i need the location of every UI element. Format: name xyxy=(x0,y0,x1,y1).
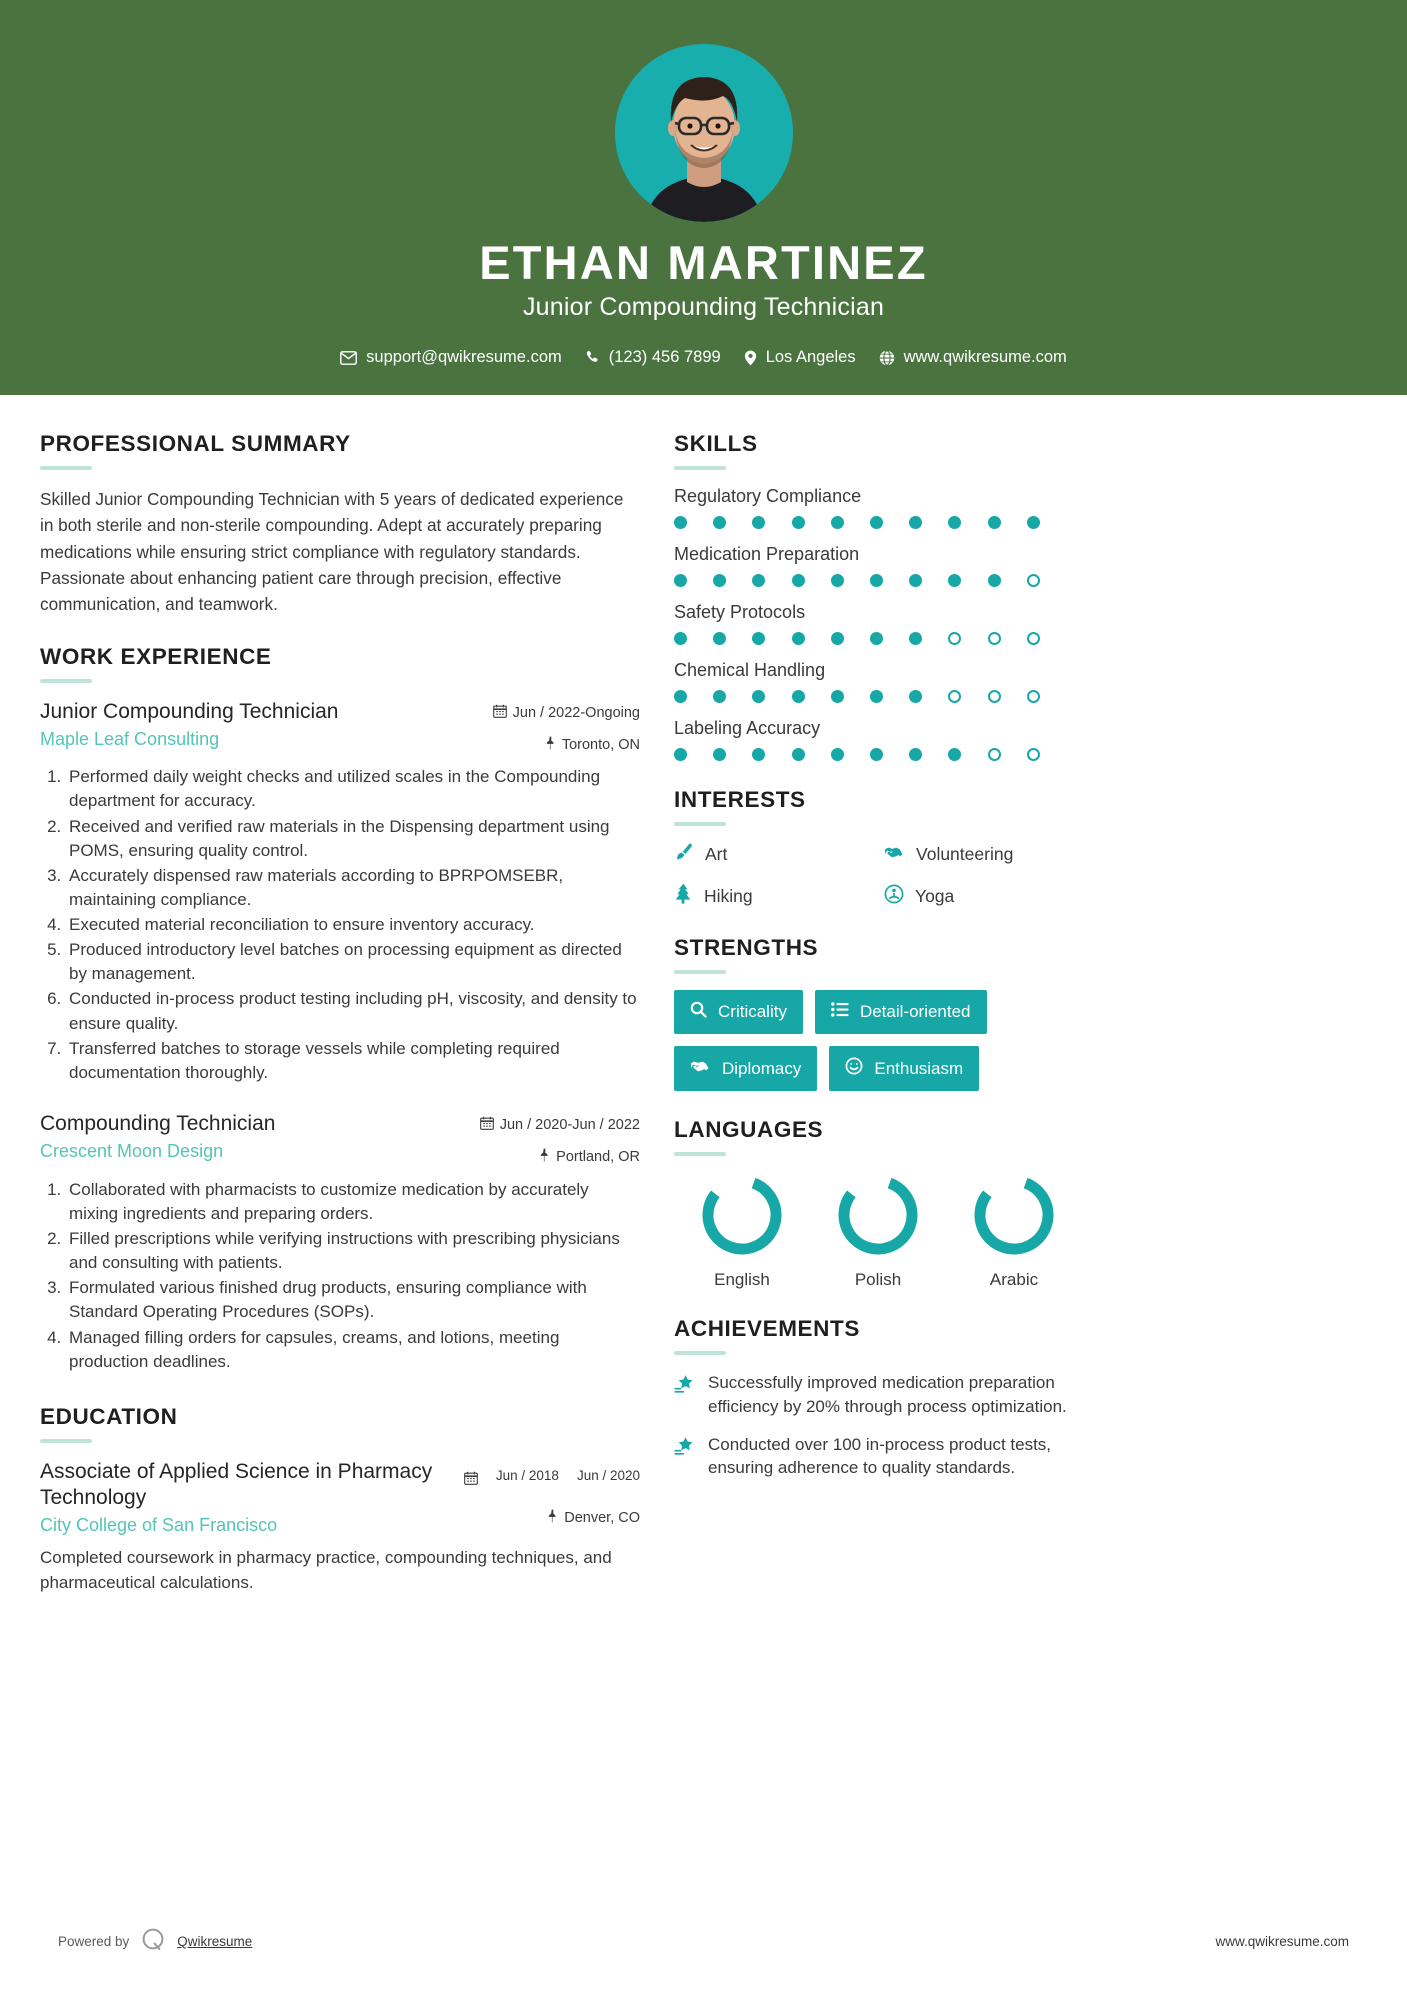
skill-dot-filled xyxy=(674,632,687,645)
skill-dot-empty xyxy=(988,632,1001,645)
section-skills xyxy=(674,431,1084,761)
work-location-text: Portland, OR xyxy=(556,1149,640,1166)
section-strengths xyxy=(674,935,1084,1091)
map-marker-icon xyxy=(539,1148,550,1167)
skill-dot-filled xyxy=(1027,516,1040,529)
languages-row xyxy=(674,1172,1084,1290)
work-bullet: 3. Formulated various finished drug products, ensuring compliance with Standard Operating Procedures (SOPs). xyxy=(66,1276,640,1324)
right-column xyxy=(674,431,1084,1596)
skill-dot-empty xyxy=(988,690,1001,703)
contact-location xyxy=(744,348,856,367)
skill-rating xyxy=(674,574,1084,587)
contact-email-text: support@qwikresume.com xyxy=(366,348,562,367)
page-footer xyxy=(0,1927,1407,1956)
skill-dot-filled xyxy=(752,516,765,529)
skill-dot-filled xyxy=(909,574,922,587)
skill-dot-empty xyxy=(1027,690,1040,703)
language-label: Polish xyxy=(854,1270,902,1289)
section-heading-interests: INTERESTS xyxy=(674,787,806,812)
contact-website-text: www.qwikresume.com xyxy=(903,348,1067,367)
phone-icon xyxy=(585,350,600,365)
work-bullet: 7. Transferred batches to storage vessels while completing required documentation thoroughly. xyxy=(66,1037,640,1085)
skill-dot-filled xyxy=(948,516,961,529)
map-marker-icon xyxy=(545,736,556,755)
interest-item xyxy=(884,842,1084,867)
education-location-text: Denver, CO xyxy=(564,1509,640,1526)
education-date-end-text: Jun / 2020 xyxy=(576,1467,640,1483)
skill-dot-empty xyxy=(1027,632,1040,645)
job-title: Junior Compounding Technician xyxy=(522,293,885,322)
skill-dot-filled xyxy=(792,690,805,703)
education-date-end xyxy=(577,1468,640,1485)
work-location xyxy=(493,736,640,755)
skill-label: Safety Protocols xyxy=(674,602,806,622)
work-role: Junior Compounding Technician xyxy=(40,699,339,723)
skill-dot-filled xyxy=(792,632,805,645)
language-item xyxy=(810,1172,946,1290)
smiley-icon xyxy=(845,1057,863,1080)
skill-dot-filled xyxy=(713,690,726,703)
skill-dot-filled xyxy=(752,632,765,645)
section-achievements xyxy=(674,1316,1084,1480)
achievement-item xyxy=(674,1371,1084,1419)
language-label: Arabic xyxy=(989,1270,1039,1289)
page-title: ETHAN MARTINEZ xyxy=(479,236,928,289)
skill-dot-filled xyxy=(909,748,922,761)
strengths-grid xyxy=(674,990,1084,1091)
work-bullet: 2. Received and verified raw materials in the Dispensing department using POMS, ensuring quality control. xyxy=(66,815,640,863)
section-heading-education: EDUCATION xyxy=(40,1403,178,1429)
work-entry xyxy=(40,699,640,1085)
skill-dot-filled xyxy=(909,632,922,645)
calendar-icon xyxy=(480,1116,494,1135)
skill-dot-filled xyxy=(713,574,726,587)
work-bullets xyxy=(40,1178,640,1374)
work-date-text: Jun / 2022-Ongoing xyxy=(512,704,640,721)
skill-dot-filled xyxy=(948,748,961,761)
skill-dot-empty xyxy=(1027,574,1040,587)
section-heading-languages: LANGUAGES xyxy=(674,1117,824,1142)
strength-chip-diplomacy xyxy=(674,1046,817,1091)
skill-dot-filled xyxy=(674,574,687,587)
strength-chip-detail-oriented xyxy=(815,990,987,1034)
work-bullet: 2. Filled prescriptions while verifying instructions with prescribing physicians and consulting with patients. xyxy=(66,1227,640,1275)
section-heading-achievements: ACHIEVEMENTS xyxy=(674,1316,860,1341)
skill-dot-filled xyxy=(752,690,765,703)
work-bullet: 1. Performed daily weight checks and utilized scales in the Compounding department for accuracy. xyxy=(66,765,640,813)
paintbrush-icon xyxy=(674,842,694,867)
language-item xyxy=(674,1172,810,1290)
work-date xyxy=(493,704,640,723)
work-location-text: Toronto, ON xyxy=(561,736,640,753)
yoga-icon xyxy=(884,884,904,909)
skills-list xyxy=(674,486,1084,761)
skill-dot-filled xyxy=(870,748,883,761)
section-rule xyxy=(40,1439,92,1443)
resume-body xyxy=(0,395,1407,1596)
skill-dot-filled xyxy=(988,574,1001,587)
skill-item xyxy=(674,544,1084,587)
skill-dot-filled xyxy=(870,690,883,703)
qwikresume-link[interactable]: Qwikresume xyxy=(177,1934,253,1949)
strength-chip-criticality xyxy=(674,990,803,1034)
calendar-icon xyxy=(493,704,507,723)
skill-dot-filled xyxy=(831,574,844,587)
achievement-item xyxy=(674,1433,1084,1481)
skill-label: Labeling Accuracy xyxy=(674,718,821,738)
contact-phone-text: (123) 456 7899 xyxy=(608,348,721,367)
interest-item xyxy=(674,883,874,909)
skill-dot-filled xyxy=(948,574,961,587)
skill-rating xyxy=(674,516,1084,529)
summary-text: Skilled Junior Compounding Technician with 5 years of dedicated experience in both sterile and non-sterile compounding. Adept at accurately preparing medications while ensuring strict compliance with regulatory standards. Passionate about enhancing patient care through precision, effective communication, and teamwork. xyxy=(40,489,624,615)
work-entry xyxy=(40,1111,640,1374)
education-description: Completed coursework in pharmacy practice, compounding techniques, and pharmaceutical calculations. xyxy=(40,1548,612,1592)
section-rule xyxy=(674,970,726,974)
skill-dot-filled xyxy=(909,690,922,703)
skill-item xyxy=(674,602,1084,645)
work-bullet: 5. Produced introductory level batches on processing equipment as directed by management. xyxy=(66,938,640,986)
contact-location-text: Los Angeles xyxy=(765,348,856,367)
language-progress-ring xyxy=(699,1172,785,1258)
skill-dot-empty xyxy=(948,690,961,703)
interest-label: Yoga xyxy=(915,885,955,906)
skill-dot-filled xyxy=(831,748,844,761)
section-heading-skills: SKILLS xyxy=(674,431,758,456)
work-location xyxy=(480,1148,640,1167)
skill-dot-filled xyxy=(674,748,687,761)
skill-rating xyxy=(674,690,1084,703)
contact-email[interactable] xyxy=(340,348,562,367)
work-date-text: Jun / 2020-Jun / 2022 xyxy=(499,1116,640,1133)
work-company: Crescent Moon Design xyxy=(40,1141,224,1162)
list-icon xyxy=(831,1002,849,1022)
education-school: City College of San Francisco xyxy=(40,1515,278,1536)
footer-url[interactable]: www.qwikresume.com xyxy=(1215,1934,1349,1949)
strength-label: Detail-oriented xyxy=(859,1002,971,1021)
skill-dot-filled xyxy=(674,690,687,703)
strength-label: Diplomacy xyxy=(722,1058,802,1078)
work-date xyxy=(480,1116,640,1135)
work-bullet: 1. Collaborated with pharmacists to customize medication by accurately mixing ingredients and preparing orders. xyxy=(66,1178,640,1226)
star-badge-icon xyxy=(674,1371,696,1399)
work-bullet: 3. Accurately dispensed raw materials according to BPRPOMSEBR, maintaining compliance. xyxy=(66,864,640,912)
skill-dot-filled xyxy=(988,516,1001,529)
language-item xyxy=(946,1172,1082,1290)
star-badge-icon xyxy=(674,1433,696,1461)
section-rule xyxy=(40,466,92,470)
skill-dot-filled xyxy=(713,516,726,529)
resume-header xyxy=(0,0,1407,395)
section-rule xyxy=(674,466,726,470)
location-pin-icon xyxy=(744,350,757,366)
work-company: Maple Leaf Consulting xyxy=(40,728,220,749)
powered-by xyxy=(58,1927,252,1956)
calendar-icon xyxy=(464,1468,478,1489)
avatar-photo xyxy=(615,44,793,222)
skill-dot-filled xyxy=(674,516,687,529)
left-column xyxy=(40,431,640,1596)
skill-rating xyxy=(674,748,1084,761)
education-date-start-text: Jun / 2018 xyxy=(495,1467,559,1483)
education-date-start xyxy=(496,1468,559,1485)
language-progress-ring xyxy=(835,1172,921,1258)
skill-label: Chemical Handling xyxy=(674,660,826,680)
work-bullet: 4. Managed filling orders for capsules, creams, and lotions, meeting production deadlines. xyxy=(66,1326,640,1374)
skill-dot-filled xyxy=(752,748,765,761)
skill-dot-filled xyxy=(792,748,805,761)
work-bullet: 4. Executed material reconciliation to ensure inventory accuracy. xyxy=(66,913,640,937)
tree-icon xyxy=(674,883,693,909)
strength-label: Enthusiasm xyxy=(874,1058,964,1078)
interest-label: Hiking xyxy=(704,885,753,906)
skill-dot-filled xyxy=(831,690,844,703)
qwikresume-logo-icon xyxy=(140,1927,166,1956)
skill-label: Medication Preparation xyxy=(674,544,860,564)
map-marker-icon xyxy=(547,1509,558,1528)
powered-by-label: Powered by xyxy=(58,1934,130,1949)
skill-item xyxy=(674,486,1084,529)
achievement-text: Conducted over 100 in-process product tests, ensuring adherence to quality standards. xyxy=(708,1434,1052,1478)
work-bullets xyxy=(40,765,640,1085)
work-role: Compounding Technician xyxy=(40,1111,276,1135)
avatar xyxy=(615,44,793,222)
education-entry xyxy=(40,1459,640,1596)
magnifier-icon xyxy=(690,1001,707,1023)
section-rule xyxy=(674,1351,726,1355)
interest-item xyxy=(674,842,874,867)
handshake-icon xyxy=(690,1058,711,1080)
skill-dot-filled xyxy=(792,516,805,529)
skill-item xyxy=(674,660,1084,703)
interest-label: Volunteering xyxy=(916,844,1014,864)
skill-dot-filled xyxy=(870,516,883,529)
email-icon xyxy=(340,351,357,365)
education-degree: Associate of Applied Science in Pharmacy Technology xyxy=(40,1459,433,1509)
language-label: English xyxy=(714,1270,770,1289)
contact-row xyxy=(340,348,1067,367)
section-rule xyxy=(674,822,726,826)
skill-item xyxy=(674,718,1084,761)
section-work-experience xyxy=(40,644,640,1374)
interests-grid xyxy=(674,842,1084,909)
skill-label: Regulatory Compliance xyxy=(674,486,862,506)
section-languages xyxy=(674,1117,1084,1290)
achievement-text: Successfully improved medication preparation efficiency by 20% through process optimization. xyxy=(708,1373,1067,1416)
strength-chip-enthusiasm xyxy=(829,1046,979,1091)
skill-dot-empty xyxy=(988,748,1001,761)
skill-dot-filled xyxy=(831,632,844,645)
skill-dot-filled xyxy=(713,748,726,761)
skill-dot-empty xyxy=(948,632,961,645)
skill-dot-filled xyxy=(752,574,765,587)
section-heading-strengths: STRENGTHS xyxy=(674,935,819,960)
skill-dot-filled xyxy=(792,574,805,587)
globe-icon xyxy=(879,350,895,366)
skill-dot-filled xyxy=(909,516,922,529)
section-heading-summary: PROFESSIONAL SUMMARY xyxy=(40,431,351,456)
skill-dot-filled xyxy=(870,632,883,645)
section-interests xyxy=(674,787,1084,909)
handshake-icon xyxy=(884,844,905,866)
skill-dot-filled xyxy=(870,574,883,587)
interest-label: Art xyxy=(705,844,728,864)
section-heading-work: WORK EXPERIENCE xyxy=(40,643,272,669)
interest-item xyxy=(884,883,1084,909)
contact-phone[interactable] xyxy=(585,348,721,367)
language-progress-ring xyxy=(971,1172,1057,1258)
section-rule xyxy=(674,1152,726,1156)
section-rule xyxy=(40,679,92,683)
education-location xyxy=(464,1509,640,1528)
skill-dot-filled xyxy=(713,632,726,645)
skill-dot-filled xyxy=(831,516,844,529)
strength-label: Criticality xyxy=(718,1002,787,1021)
contact-website[interactable] xyxy=(879,348,1067,367)
section-education xyxy=(40,1404,640,1596)
skill-dot-empty xyxy=(1027,748,1040,761)
work-bullet: 6. Conducted in-process product testing including pH, viscosity, and density to ensure quality. xyxy=(66,987,640,1035)
skill-rating xyxy=(674,632,1084,645)
section-professional-summary xyxy=(40,431,640,618)
